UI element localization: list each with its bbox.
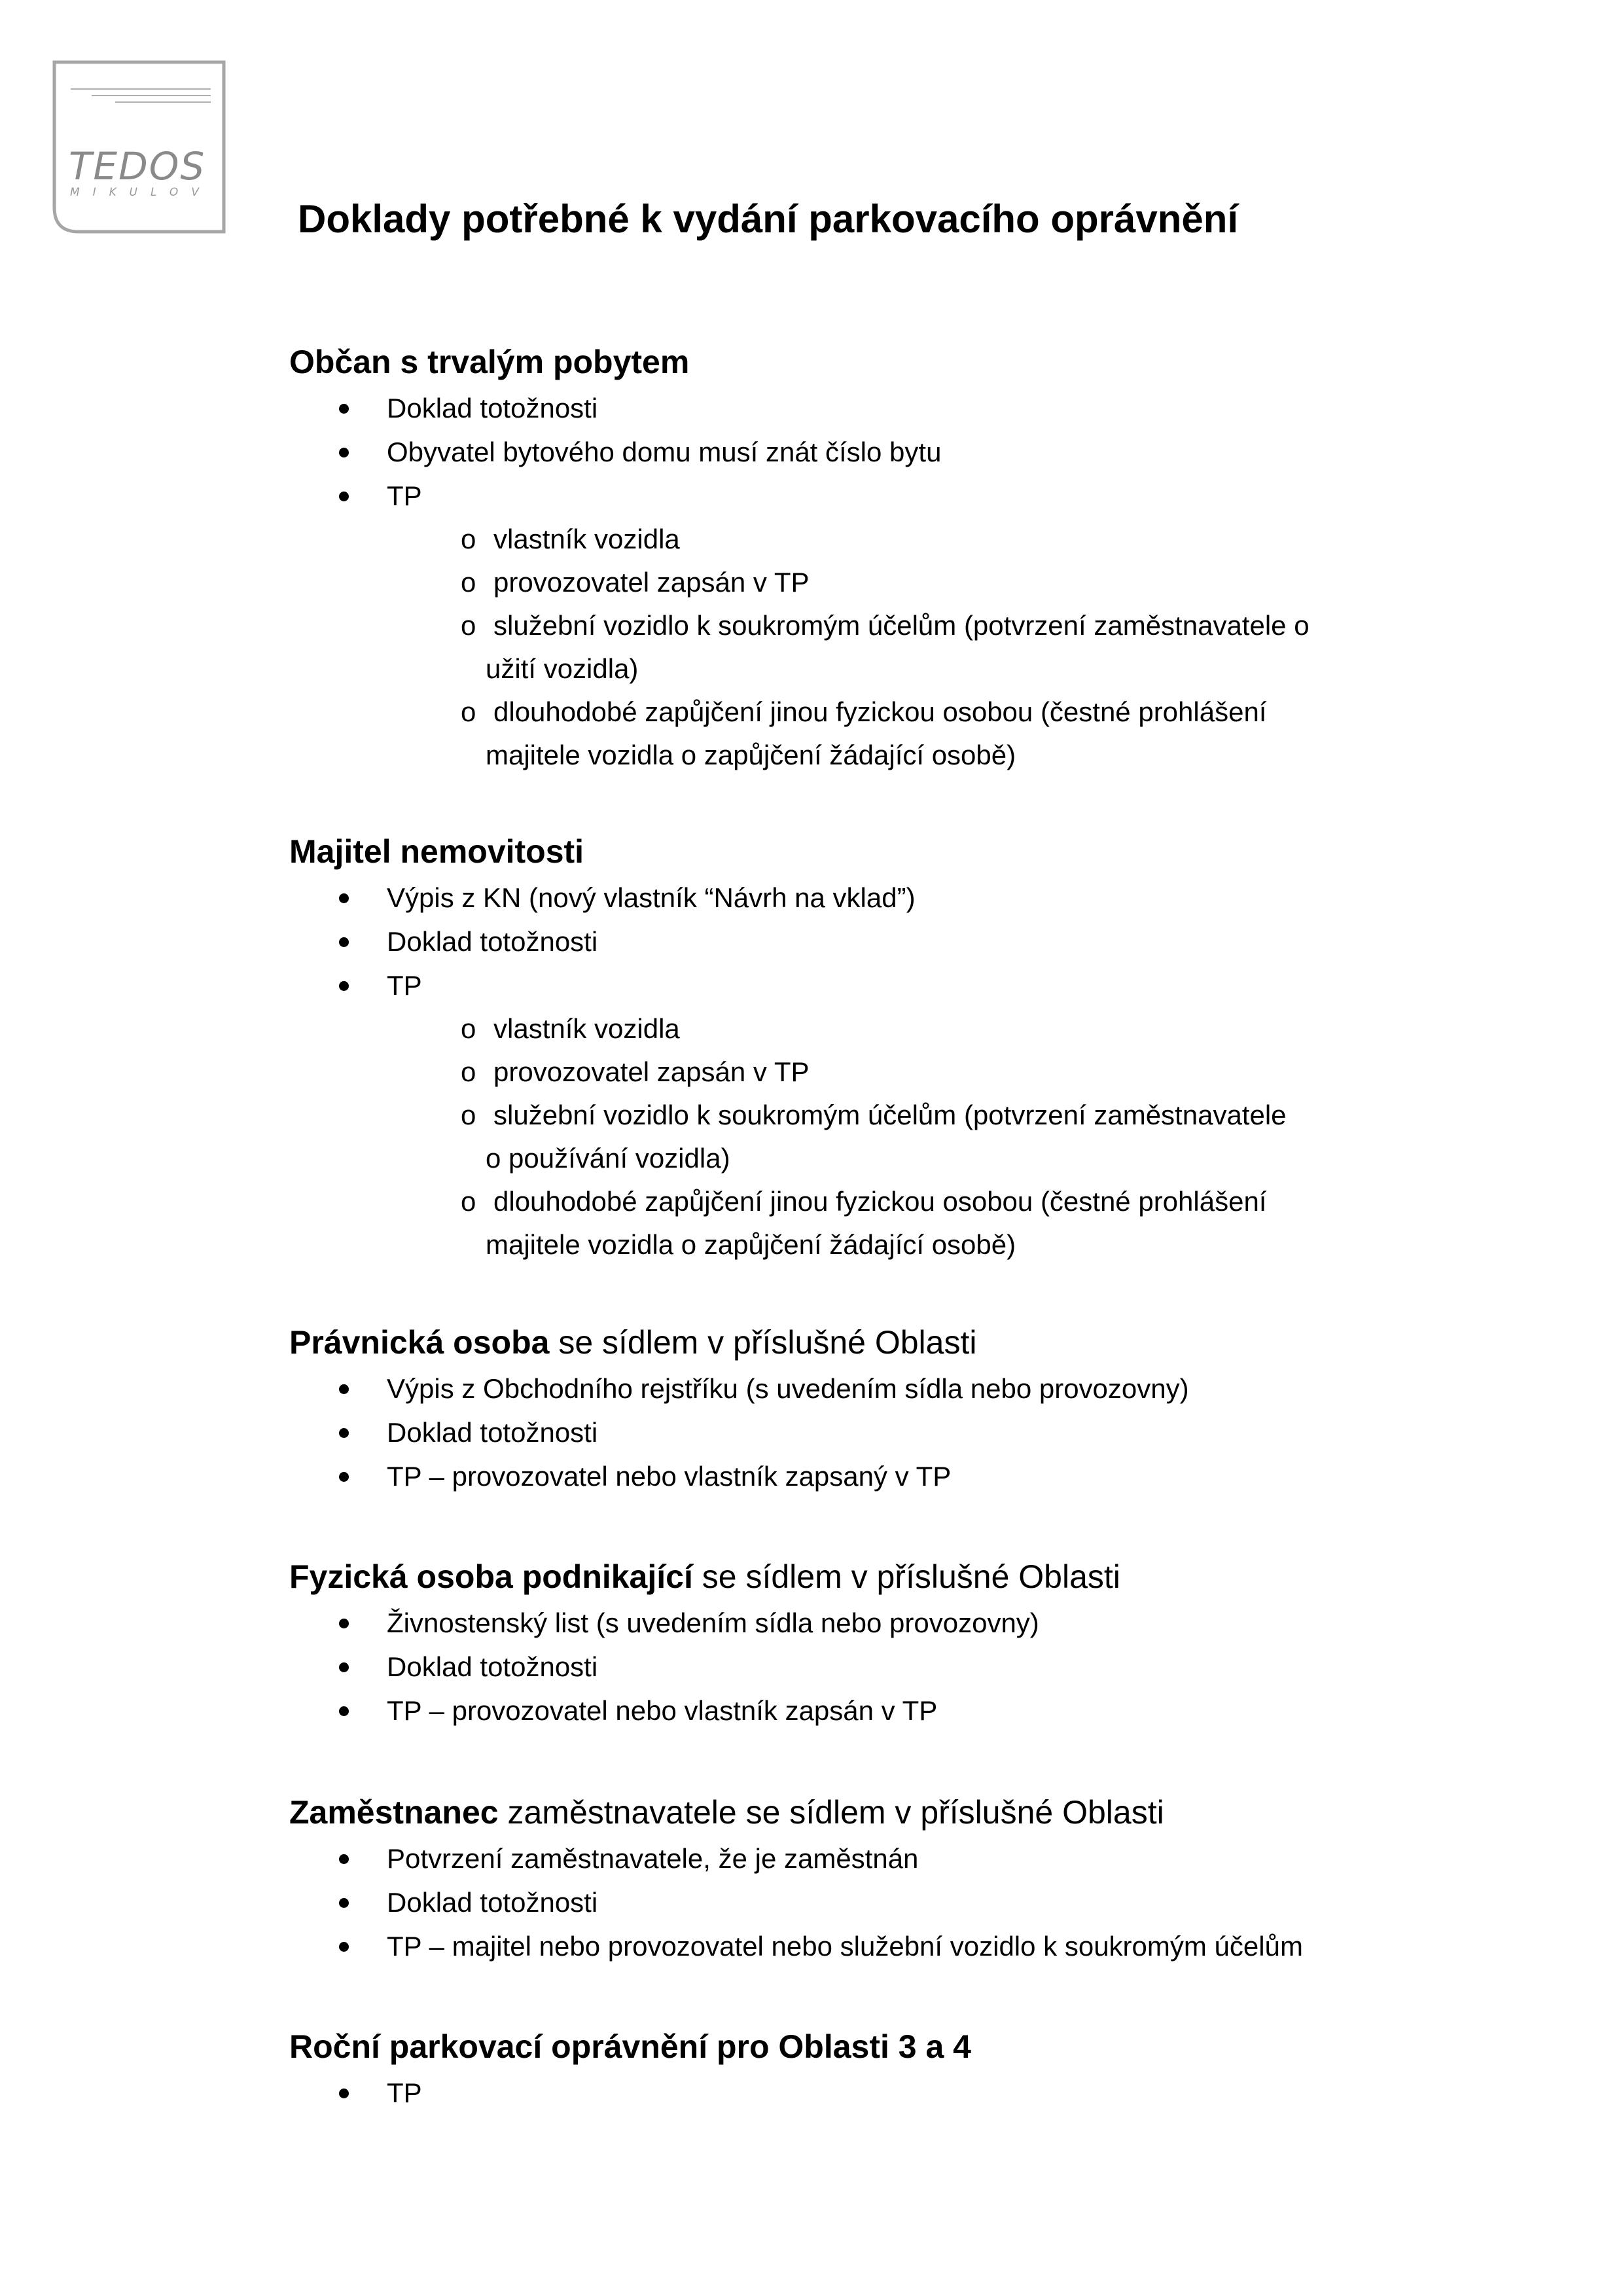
section-heading bbox=[289, 1791, 1467, 1834]
list-item-text: Živnostenský list (s uvedením sídla nebo provozovny) bbox=[387, 1607, 1039, 1638]
sub-item-text: vlastník vozidla bbox=[493, 524, 680, 554]
list-item bbox=[289, 1645, 1467, 1689]
bullet-icon bbox=[339, 1384, 349, 1394]
list-item bbox=[289, 1410, 1467, 1454]
logo-name: TEDOS bbox=[69, 144, 206, 188]
sub-list-item bbox=[289, 518, 1467, 561]
list-item-text: Doklad totožnosti bbox=[387, 1887, 598, 1918]
list-item-text: TP – majitel nebo provozovatel nebo služební vozidlo k soukromým účelům bbox=[387, 1931, 1303, 1962]
sub-item-text: dlouhodobé zapůjčení jinou fyzickou osobou (čestné prohlášení bbox=[493, 696, 1267, 727]
section-heading bbox=[289, 340, 1467, 384]
list-item bbox=[289, 876, 1467, 920]
section-heading-bold: Roční parkovací oprávnění pro Oblasti 3 a 4 bbox=[289, 2028, 971, 2065]
list-item-text: Obyvatel bytového domu musí znát číslo bytu bbox=[387, 437, 942, 467]
list-item-text: TP – provozovatel nebo vlastník zapsán v TP bbox=[387, 1695, 938, 1726]
list-item-text: Doklad totožnosti bbox=[387, 393, 598, 423]
section-heading-bold: Majitel nemovitosti bbox=[289, 833, 584, 870]
bullet-icon bbox=[339, 1898, 349, 1908]
bullet-list bbox=[289, 876, 1467, 1007]
list-item-text: Doklad totožnosti bbox=[387, 1417, 598, 1448]
sub-list-item bbox=[289, 1180, 1467, 1266]
list-item bbox=[289, 2071, 1467, 2115]
section-heading-bold: Občan s trvalým pobytem bbox=[289, 344, 690, 380]
bullet-list bbox=[289, 1367, 1467, 1498]
sub-item-text: služební vozidlo k soukromým účelům (potvrzení zaměstnavatele o bbox=[493, 610, 1310, 641]
list-item-text: Výpis z Obchodního rejstříku (s uvedením sídla nebo provozovny) bbox=[387, 1373, 1189, 1404]
list-item-text: Doklad totožnosti bbox=[387, 926, 598, 957]
list-item-text: TP bbox=[387, 2077, 422, 2108]
section-heading-rest: se sídlem v příslušné Oblasti bbox=[549, 1324, 977, 1361]
section-heading bbox=[289, 830, 1467, 873]
bullet-icon bbox=[339, 1854, 349, 1864]
sub-item-text: provozovatel zapsán v TP bbox=[493, 1056, 810, 1087]
bullet-list bbox=[289, 1837, 1467, 1968]
bullet-icon bbox=[339, 1942, 349, 1952]
sub-list-item bbox=[289, 691, 1467, 777]
bullet-icon bbox=[339, 404, 349, 414]
bullet-icon bbox=[339, 937, 349, 947]
list-item bbox=[289, 963, 1467, 1007]
list-item bbox=[289, 1837, 1467, 1880]
section-heading-rest: zaměstnavatele se sídlem v příslušné Oblasti bbox=[498, 1794, 1164, 1831]
section-heading-bold: Zaměstnanec bbox=[289, 1794, 499, 1831]
sub-item-text: dlouhodobé zapůjčení jinou fyzickou osobou (čestné prohlášení bbox=[493, 1186, 1267, 1217]
circle-bullet-icon: o bbox=[461, 1100, 476, 1130]
bullet-icon bbox=[339, 448, 349, 457]
sub-item-text-continued: užití vozidla) bbox=[486, 653, 639, 684]
section-pravnicka-osoba bbox=[289, 1321, 1467, 1498]
bullet-icon bbox=[339, 1619, 349, 1628]
list-item-text: Výpis z KN (nový vlastník “Návrh na vklad”) bbox=[387, 882, 916, 913]
list-item-text: TP bbox=[387, 970, 422, 1001]
list-item bbox=[289, 1689, 1467, 1732]
bullet-list bbox=[289, 386, 1467, 518]
section-obcan bbox=[289, 340, 1467, 777]
list-item bbox=[289, 920, 1467, 963]
sub-item-text-continued: o používání vozidla) bbox=[486, 1143, 730, 1174]
list-item-text: TP – provozovatel nebo vlastník zapsaný v TP bbox=[387, 1461, 952, 1492]
section-heading-bold: Fyzická osoba podnikající bbox=[289, 1558, 693, 1595]
bullet-icon bbox=[339, 893, 349, 903]
bullet-icon bbox=[339, 1662, 349, 1672]
list-item-text: TP bbox=[387, 480, 422, 511]
bullet-icon bbox=[339, 2089, 349, 2098]
bullet-icon bbox=[339, 1428, 349, 1438]
section-heading-rest: se sídlem v příslušné Oblasti bbox=[692, 1558, 1120, 1595]
circle-bullet-icon: o bbox=[461, 567, 476, 598]
list-item bbox=[289, 1880, 1467, 1924]
sub-list bbox=[289, 518, 1467, 777]
sub-item-text-continued: majitele vozidla o zapůjčení žádající osobě) bbox=[486, 740, 1016, 770]
bullet-icon bbox=[339, 1472, 349, 1482]
tedos-logo bbox=[52, 60, 226, 234]
list-item bbox=[289, 1601, 1467, 1645]
list-item bbox=[289, 474, 1467, 518]
list-item bbox=[289, 386, 1467, 430]
sub-item-text: služební vozidlo k soukromým účelům (potvrzení zaměstnavatele bbox=[493, 1100, 1287, 1130]
sub-item-text: vlastník vozidla bbox=[493, 1013, 680, 1044]
section-fyzicka-osoba bbox=[289, 1555, 1467, 1732]
section-heading-bold: Právnická osoba bbox=[289, 1324, 550, 1361]
bullet-icon bbox=[339, 492, 349, 501]
circle-bullet-icon: o bbox=[461, 696, 476, 727]
section-rocni-opravneni bbox=[289, 2025, 1467, 2115]
section-majitel bbox=[289, 830, 1467, 1266]
circle-bullet-icon: o bbox=[461, 610, 476, 641]
list-item-text: Doklad totožnosti bbox=[387, 1651, 598, 1682]
circle-bullet-icon: o bbox=[461, 1013, 476, 1044]
circle-bullet-icon: o bbox=[461, 524, 476, 554]
list-item bbox=[289, 1924, 1467, 1968]
sub-list-item bbox=[289, 1050, 1467, 1094]
list-item-text: Potvrzení zaměstnavatele, že je zaměstnán bbox=[387, 1843, 919, 1874]
sub-list-item bbox=[289, 604, 1467, 691]
sub-list-item bbox=[289, 1007, 1467, 1050]
section-heading bbox=[289, 1555, 1467, 1598]
section-heading bbox=[289, 2025, 1467, 2068]
logo-subtitle: MIKULOV bbox=[70, 186, 212, 199]
sub-item-text-continued: majitele vozidla o zapůjčení žádající osobě) bbox=[486, 1229, 1016, 1260]
sub-list-item bbox=[289, 1094, 1467, 1180]
bullet-icon bbox=[339, 1706, 349, 1716]
bullet-icon bbox=[339, 981, 349, 991]
list-item bbox=[289, 430, 1467, 474]
section-heading bbox=[289, 1321, 1467, 1364]
sub-item-text: provozovatel zapsán v TP bbox=[493, 567, 810, 598]
section-zamestnanec bbox=[289, 1791, 1467, 1968]
list-item bbox=[289, 1367, 1467, 1410]
list-item bbox=[289, 1454, 1467, 1498]
bullet-list bbox=[289, 1601, 1467, 1732]
page-title: Doklady potřebné k vydání parkovacího oprávnění bbox=[298, 197, 1239, 241]
sub-list-item bbox=[289, 561, 1467, 604]
bullet-list bbox=[289, 2071, 1467, 2115]
sub-list bbox=[289, 1007, 1467, 1266]
circle-bullet-icon: o bbox=[461, 1186, 476, 1217]
circle-bullet-icon: o bbox=[461, 1056, 476, 1087]
